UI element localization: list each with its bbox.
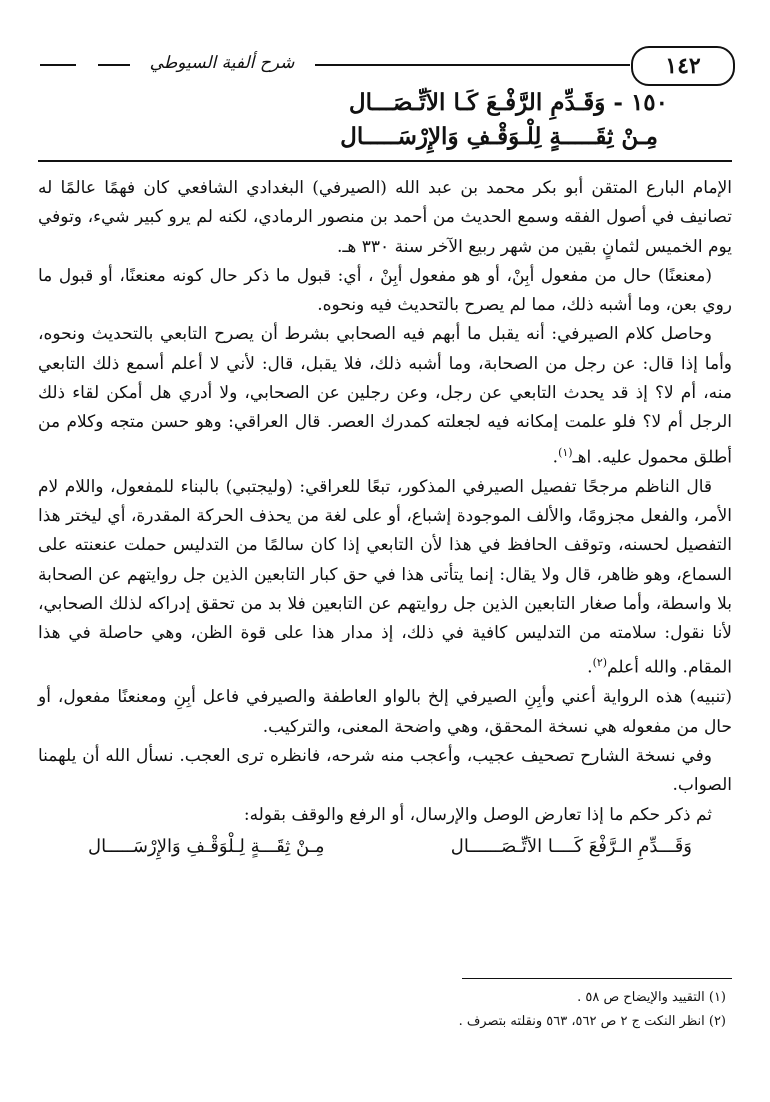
footnote-separator xyxy=(462,978,732,979)
footnote-ref-1: (١) xyxy=(558,445,573,459)
paragraph-7: ثم ذكر حكم ما إذا تعارض الوصل والإرسال، أو الرفع والوقف بقوله: xyxy=(243,804,712,825)
inline-verse-second-hemistich: مِـنْ ثِقَـــةٍ لِـلْوَقْـفِ وَالإِرْسَـــــال xyxy=(88,835,325,857)
paragraph-5: (تنبيه) هذه الرواية أعني وأبِنِ الصيرفي إلخ بالواو العاطفة والصيرفي فاعل أبِنِ ومعنعنًا مفعول، أو حال من مفعوله هي نسخة المحقق، وهي واضحة المعنى، والتركيب. xyxy=(38,687,732,737)
paragraph-4: قال الناظم مرجحًا تفصيل الصيرفي المذكور، تبعًا للعراقي: (وليجتبي) بالبناء للمفعول، واللام لام الأمر، والفعل مجزومًا، والألف الموجودة إشباع، أو على لغة من يحذف الحركة المقدرة، أي ليختر هذا التفصيل لحسنه، وتوقف الحافظ في هذا لأن التابعي إذا كان سالمًا من التدليس حملت عنعنته على السماع، وهو ظاهر، قال ولا يقال: إنما يتأتى هذا في حق كبار التابعين الذين جل روايتهم عن الصحابة بلا واسطة، وأما صغار التابعين الذين جل روايتهم عن التابعين فلا بد من تحقق إدراكه لذلك الصحابي، لأنا نقول: سلامته من التدليس كافية في ذلك، إذ مدار هذا على قوة الظن، وهي حاصلة في هذا المقام. والله أعلم$^{(٢)}$. xyxy=(38,476,732,679)
paragraph-3-text: وحاصل كلام الصيرفي: أنه يقبل ما أبهم فيه الصحابي بشرط أن يصرح التابعي بالتحديث ونحوه، وأما إذا قال: عن رجل من الصحابة، وما أشبه ذلك، فلا يقبل، قال: لأني لا أعلم أسمع ذلك التابعي منه، أم لا؟ إذ قد يحدث التابعي عن رجل، وعن رجلين عن الصحابي، ولا أدري هل أمكن لقاء ذلك الرجل أم لا؟ فلو علمت إمكانه فيه لجعلته كمدرك العصر. قال العراقي: وهو حسن متجه وكلام من أطلق محمول عليه. اهـ xyxy=(38,324,732,468)
inline-verse xyxy=(38,832,732,861)
paragraph-3: وحاصل كلام الصيرفي: أنه يقبل ما أبهم فيه الصحابي بشرط أن يصرح التابعي بالتحديث ونحوه، وأما إذا قال: عن رجل من الصحابة، وما أشبه ذلك، فلا يقبل، قال: لأني لا أعلم أسمع ذلك التابعي منه، أم لا؟ إذ قد يحدث التابعي عن رجل، وعن رجلين عن الصحابي، ولا أدري هل أمكن لقاء ذلك الرجل أم لا؟ فلو علمت إمكانه فيه لجعلته كمدرك العصر. قال العراقي: وهو حسن متجه وكلام من أطلق محمول عليه. اهـ$^{(١)}$. xyxy=(38,324,732,468)
paragraph-4-text: قال الناظم مرجحًا تفصيل الصيرفي المذكور، تبعًا للعراقي: (وليجتبي) بالبناء للمفعول، واللام لام الأمر، والفعل مجزومًا، والألف الموجودة إشباع، أو على لغة من يحذف الحركة المقدرة، أي ليختر هذا التفصيل لحسنه، وتوقف الحافظ في هذا لأن التابعي إذا كان سالمًا من التدليس حملت عنعنته على السماع، وهو ظاهر، قال ولا يقال: إنما يتأتى هذا في حق كبار التابعين الذين جل روايتهم عن الصحابة بلا واسطة، وأما صغار التابعين الذين جل روايتهم عن التابعين فلا بد من تحقق إدراكه لذلك الصحابي، لأنا نقول: سلامته من التدليس كافية في ذلك، إذ مدار هذا على قوة الظن، وهي حاصلة في هذا المقام. والله أعلم xyxy=(38,476,732,679)
footnotes xyxy=(459,986,726,1034)
page-header xyxy=(40,22,740,82)
paragraph-1: الإمام البارع المتقن أبو بكر محمد بن عبد الله (الصيرفي) البغدادي الشافعي كان فهمًا عالمًا له تصانيف في أصول الفقه وسمع الحديث من أحمد بن منصور الرمادي، لكنه لم يرو كبير شيء، وتوفي يوم الخميس لثمانٍ بقين من شهر ربيع الآخر سنة ٣٣٠ هـ. xyxy=(38,178,732,257)
page-number: ١٤٢ xyxy=(631,46,735,86)
header-rule-left-inner xyxy=(98,64,130,66)
paragraph-6: وفي نسخة الشارح تصحيف عجيب، وأعجب منه شرحه، فانظره ترى العجب. نسأل الله أن يلهمنا الصواب. xyxy=(38,745,732,796)
footnote-1: (١) التقييد والإيضاح ص ٥٨ . xyxy=(577,990,726,1005)
header-rule-left-outer xyxy=(40,64,76,66)
header-rule-right xyxy=(315,64,630,66)
inline-verse-first-hemistich: وَقَـــدِّمِ الـرَّفْعَ كَــــا الاَتِّـصَــــــال xyxy=(450,835,692,857)
book-title: شرح ألفية السيوطي xyxy=(149,53,295,73)
footnote-2: (٢) انظر النكت ج ٢ ص ٥٦٢، ٥٦٣ ونقلته بتصرف . xyxy=(458,1014,726,1029)
verse-separator-rule xyxy=(38,160,732,162)
verse-line-1: ١٥٠ - وَقَـدِّمِ الرَّفْـعَ كَـا الاَتِّـصَـــال xyxy=(348,89,668,116)
footnote-ref-2: (٢) xyxy=(592,656,608,670)
body-text xyxy=(38,174,732,861)
paragraph-2: (معنعنًا) حال من مفعول أبِنْ، أو هو مفعول أبِنْ ، أي: قبول ما ذكر حال كونه معنعنًا، أو قبول ما روي بعن، وما أشبه ذلك، مما لم يصرح بالتحديث فيه ونحوه. xyxy=(38,265,732,316)
verse-line-2: مِـنْ ثِقَـــــةٍ لِلْـوَقْـفِ وَالإِرْسَـــــال xyxy=(340,123,658,150)
